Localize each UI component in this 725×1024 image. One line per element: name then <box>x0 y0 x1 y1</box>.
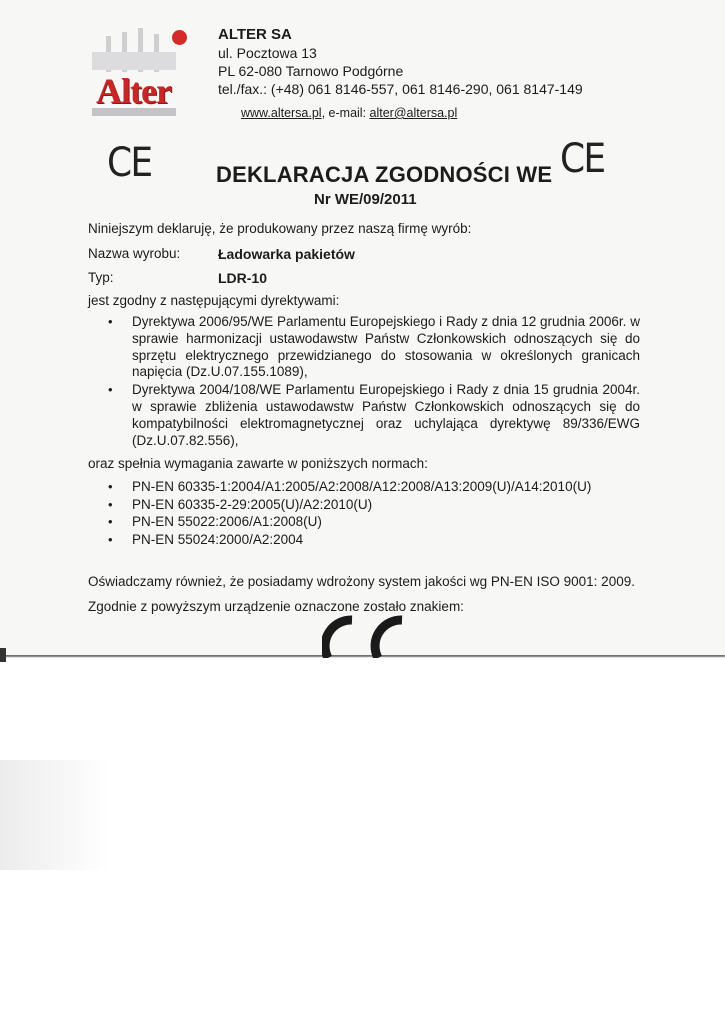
complies-text: jest zgodny z następującymi dyrektywami: <box>88 293 340 308</box>
list-item: • Dyrektywa 2006/95/WE Parlamentu Europejskiego i Rady z dnia 12 grudnia 2006r. w sprawie harmonizacji ustawodawstw Państw Członkowskich odnoszących się do sprzętu elektrycznego przewidzianego do stosowania w określonych granicach napięcia (Dz.U.07.155.1089), <box>108 314 640 381</box>
document-title: DEKLARACJA ZGODNOŚCI WE <box>216 162 553 187</box>
company-city: PL 62-080 Tarnowo Podgórne <box>218 63 404 79</box>
list-item: • Dyrektywa 2004/108/WE Parlamentu Europejskiego i Rady z dnia 15 grudnia 2004r. w sprawie zbliżenia ustawodawstw Państw Członkowskich odnoszących się do kompatybilności elektromagnetycznej oraz uchylająca dyrektywę 89/336/EWG (Dz.U.07.82.556), <box>108 382 640 449</box>
ce-mark-right: CE <box>560 136 605 182</box>
product-type-value: LDR-10 <box>218 270 268 286</box>
company-address <box>218 26 583 122</box>
website-link[interactable]: www.altersa.pl <box>241 106 322 120</box>
product-type-label: Typ: <box>88 270 114 285</box>
company-name: ALTER SA <box>218 26 292 43</box>
iso-declaration: Oświadczamy również, że posiadamy wdrożony system jakości wg PN-EN ISO 9001: 2009. <box>88 574 635 589</box>
marking-declaration: Zgodnie z powyższym urządzenie oznaczone zostało znakiem: <box>88 599 464 614</box>
logo-band <box>92 52 176 70</box>
ce-mark-left: CE <box>107 140 152 186</box>
page-shadow-edge <box>0 648 6 662</box>
company-phone: tel./fax.: (+48) 061 8146-557, 061 8146-290, 061 8147-149 <box>218 81 583 97</box>
product-name-label: Nazwa wyrobu: <box>88 246 181 261</box>
norms-intro: oraz spełnia wymagania zawarte w poniższych normach: <box>88 456 428 471</box>
list-item: • PN-EN 60335-2-29:2005(U)/A2:2010(U) <box>108 496 591 514</box>
list-item: • PN-EN 55022:2006/A1:2008(U) <box>108 513 591 531</box>
company-street: ul. Pocztowa 13 <box>218 45 317 61</box>
intro-text: Niniejszym deklaruję, że produkowany przez naszą firmę wyrób: <box>88 221 472 236</box>
document-number: Nr WE/09/2011 <box>314 191 417 208</box>
product-name-value: Ładowarka pakietów <box>218 246 355 262</box>
logo-dot <box>172 30 187 45</box>
company-web <box>241 104 583 122</box>
list-item: • PN-EN 60335-1:2004/A1:2005/A2:2008/A12:2008/A13:2009(U)/A14:2010(U) <box>108 478 591 496</box>
norms-list <box>108 478 591 548</box>
list-item: • PN-EN 55024:2000/A2:2004 <box>108 531 591 549</box>
email-label: , e-mail: <box>321 106 370 120</box>
email-link[interactable]: alter@altersa.pl <box>369 106 458 120</box>
company-logo <box>92 26 188 120</box>
directives-list <box>108 314 640 450</box>
scan-smudge <box>0 760 110 870</box>
logo-text: Alter <box>96 71 171 111</box>
ce-mark-large <box>322 610 412 658</box>
